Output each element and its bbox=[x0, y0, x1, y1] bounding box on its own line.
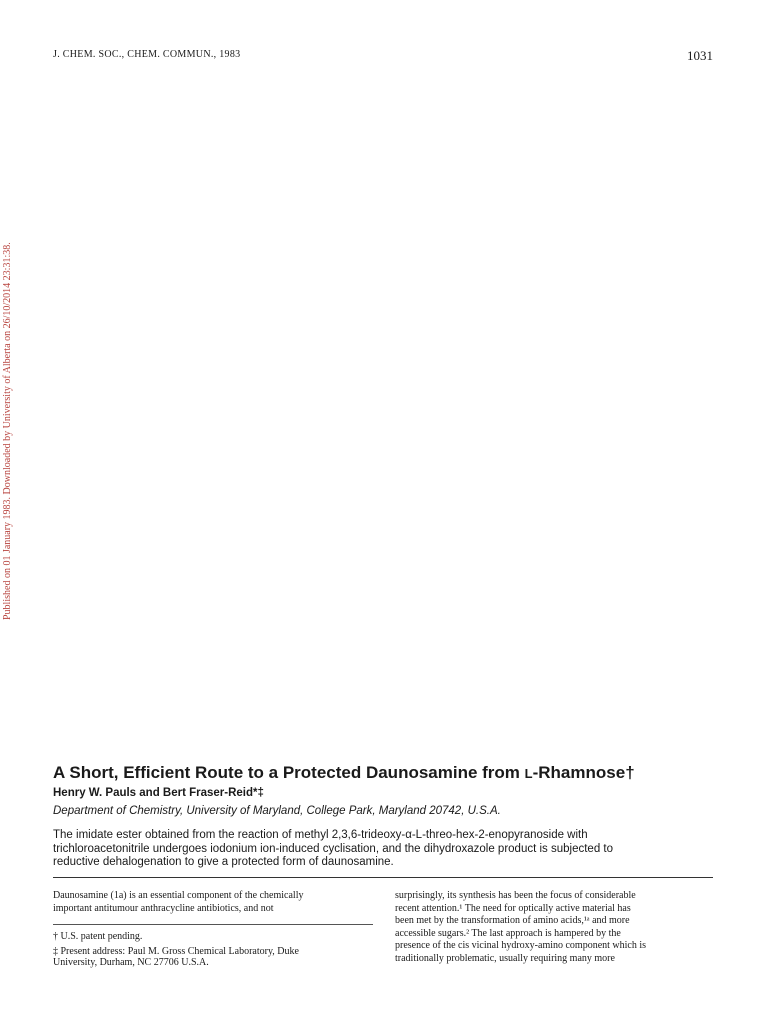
abstract bbox=[53, 829, 713, 870]
title-dagger: † bbox=[625, 763, 635, 782]
download-watermark: Published on 01 January 1983. Downloaded by University of Alberta on 26/10/2014 23:31:38. bbox=[2, 242, 13, 620]
footnote-address bbox=[53, 946, 373, 969]
footnote-address-line-2: University, Durham, NC 27706 U.S.A. bbox=[53, 957, 209, 968]
abstract-line: The imidate ester obtained from the reaction of methyl 2,3,6-trideoxy-α-L-threo-hex-2-enopyranoside with bbox=[53, 829, 588, 841]
page-number: 1031 bbox=[687, 48, 713, 63]
title-text: A Short, Efficient Route to a Protected Daunosamine from bbox=[53, 763, 525, 782]
authors: Henry W. Pauls and Bert Fraser-Reid*‡ bbox=[53, 787, 264, 799]
article-title bbox=[53, 763, 635, 783]
running-head: J. CHEM. SOC., CHEM. COMMUN., 1983 bbox=[53, 49, 241, 60]
body-column-right bbox=[395, 890, 715, 966]
body-line: surprisingly, its synthesis has been the focus of considerable bbox=[395, 890, 636, 901]
body-line: presence of the cis vicinal hydroxy-amino component which is bbox=[395, 940, 647, 952]
body-line: accessible sugars.² The last approach is hampered by the bbox=[395, 927, 621, 939]
footnotes bbox=[53, 931, 373, 969]
body-line: traditionally problematic, usually requiring many more bbox=[395, 952, 615, 964]
body-line: recent attention.¹ The need for optically active material has bbox=[395, 902, 631, 914]
body-line: been met by the transformation of amino acids,¹ᵃ and more bbox=[395, 915, 630, 927]
footnote-patent: † U.S. patent pending. bbox=[53, 931, 143, 942]
body-line: Daunosamine (1a) is an essential component of the chemically bbox=[53, 890, 304, 901]
footnote-address-line-1: ‡ Present address: Paul M. Gross Chemical Laboratory, Duke bbox=[53, 945, 299, 957]
body-line: important antitumour anthracycline antibiotics, and not bbox=[53, 902, 274, 914]
body-column-left bbox=[53, 890, 373, 915]
abstract-line: trichloroacetonitrile undergoes iodonium ion-induced cyclisation, and the dihydroxazole product is subjected to bbox=[53, 842, 613, 855]
affiliation: Department of Chemistry, University of Maryland, College Park, Maryland 20742, U.S.A. bbox=[53, 805, 501, 817]
footnote-rule bbox=[53, 924, 373, 925]
section-rule bbox=[53, 877, 713, 878]
title-small-caps: L bbox=[524, 766, 533, 781]
abstract-line: reductive dehalogenation to give a protected form of daunosamine. bbox=[53, 856, 394, 868]
title-end: -Rhamnose bbox=[532, 763, 626, 782]
